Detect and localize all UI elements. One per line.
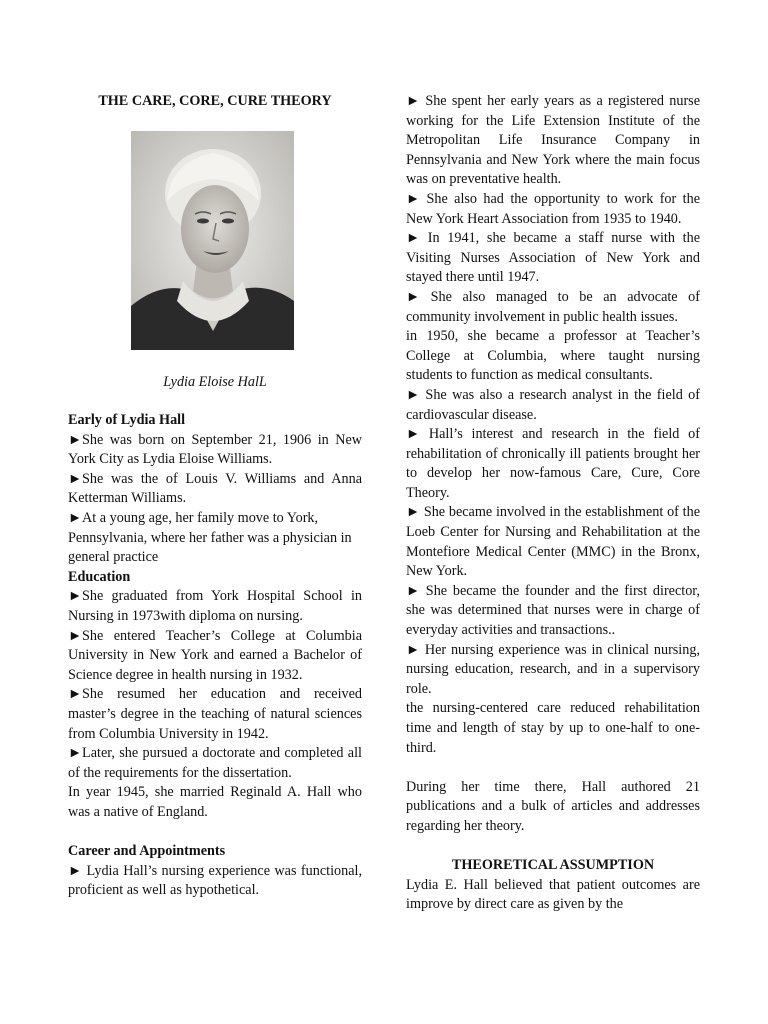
- portrait-photo: [131, 131, 294, 350]
- education-item: ►She graduated from York Hospital School in Nursing in 1973with diploma on nursing.: [68, 588, 362, 624]
- assumption-paragraph: Lydia E. Hall believed that patient outcomes are improve by direct care as given by the: [406, 876, 700, 913]
- early-item: ►She was the of Louis V. Williams and Anna Ketterman Williams.: [68, 470, 362, 507]
- during-paragraph: During her time there, Hall authored 21 publications and a bulk of articles and addresses regarding her theory.: [406, 778, 700, 834]
- career-item: ► She also had the opportunity to work for the New York Heart Association from 1935 to 1940.: [406, 190, 700, 227]
- document-title: THE CARE, CORE, CURE THEORY: [98, 93, 332, 109]
- education-item: In year 1945, she married Reginald A. Hall who was a native of England.: [68, 784, 362, 820]
- career-item: ► She spent her early years as a registered nurse working for the Life Extension Institute of the Metropolitan Life Insurance Company in Pennsylvania and New York where the main focus was on preventative health.: [406, 93, 700, 188]
- early-item: ►She was born on September 21, 1906 in New York City as Lydia Eloise Williams.: [68, 431, 362, 468]
- career-heading: Career and Appointments: [68, 843, 226, 860]
- career-item: ► Her nursing experience was in clinical nursing, nursing education, research, and in a supervisory role.: [406, 641, 700, 697]
- education-item: ►Later, she pursued a doctorate and completed all of the requirements for the dissertation.: [68, 745, 362, 781]
- education-item: ►She entered Teacher’s College at Columbia University in New York and earned a Bachelor of Science degree in health nursing in 1932.: [68, 627, 362, 683]
- education-item: ►She resumed her education and received master’s degree in the teaching of natural sciences from Columbia University in 1942.: [68, 686, 362, 742]
- career-item: ► She became the founder and the first director, she was determined that nurses were in charge of everyday activities and transactions..: [406, 582, 700, 639]
- career-item: ► She also managed to be an advocate of community involvement in public health issues.: [406, 288, 700, 325]
- portrait-icon: [131, 131, 294, 350]
- assumption-heading: THEORETICAL ASSUMPTION: [451, 857, 655, 874]
- early-item: ►At a young age, her family move to York, Pennsylvania, where her father was a physician in general practice: [68, 509, 352, 566]
- career-item: ► Lydia Hall’s nursing experience was functional, proficient as well as hypothetical.: [68, 862, 362, 899]
- early-heading: Early of Lydia Hall: [68, 412, 186, 428]
- photo-caption: Lydia Eloise HalL: [163, 374, 267, 390]
- career-item: in 1950, she became a professor at Teacher’s College at Columbia, where taught nursing students to function as medical consultants.: [406, 328, 700, 384]
- right-column: [406, 92, 700, 915]
- education-heading: Education: [68, 568, 131, 585]
- career-item: ► Hall’s interest and research in the field of rehabilitation of chronically ill patients brought her to develop her now-famous Care, Cure, Core Theory.: [406, 426, 700, 501]
- left-column: [68, 411, 362, 901]
- career-item: ► She became involved in the establishment of the Loeb Center for Nursing and Rehabilitation at the Montefiore Medical Center (MMC) in the Bronx, New York.: [406, 504, 700, 580]
- career-item: ► In 1941, she became a staff nurse with the Visiting Nurses Association of New York and stayed there until 1947.: [406, 230, 700, 286]
- career-item: ► She was also a research analyst in the field of cardiovascular disease.: [406, 386, 700, 423]
- career-item: the nursing-centered care reduced rehabilitation time and length of stay by up to one-half to one-third.: [406, 700, 700, 756]
